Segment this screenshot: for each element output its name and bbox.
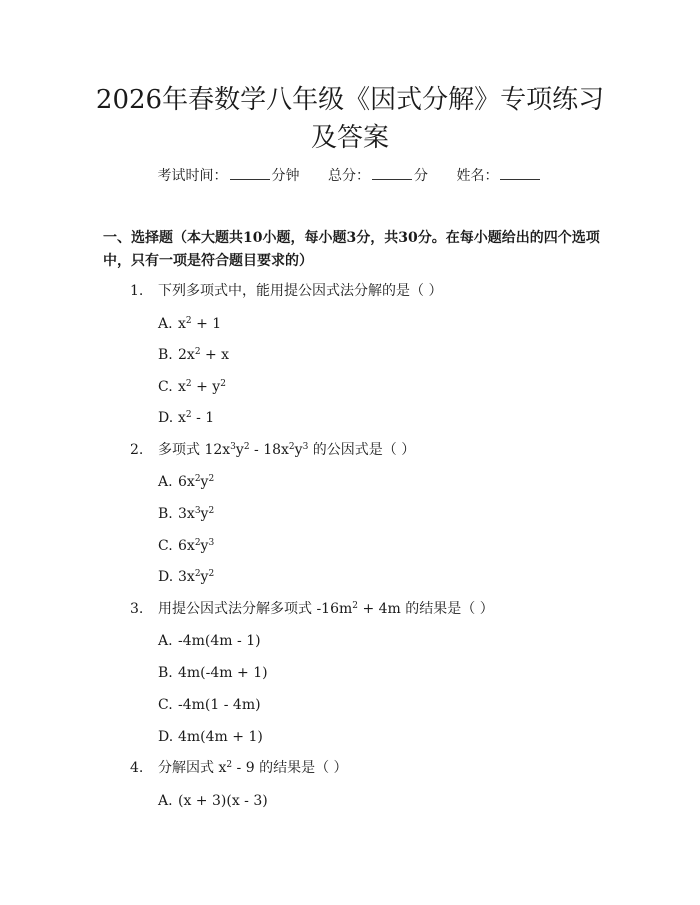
time-blank [230, 167, 270, 180]
score-unit: 分 [414, 168, 428, 184]
score-blank [372, 167, 412, 180]
option-1a: A. $x^2 + 1$ [158, 316, 222, 332]
exam-info-line [0, 166, 700, 186]
option-2d: D. $3x^2y^2$ [158, 569, 215, 585]
option-2b: B. $3x^3y^2$ [158, 506, 215, 522]
total-score-field [328, 168, 428, 184]
section-heading: 一、选择题（本大题共10小题，每小题3分，共30分。在每小题给出的四个选项中，只有一项是符合题目要求的） [103, 230, 600, 269]
time-label: 考试时间： [157, 168, 228, 184]
option-2a: A. $6x^2y^2$ [158, 474, 215, 490]
question-number: 2. [130, 442, 144, 458]
name-blank [500, 167, 540, 180]
option-4a: A. (x + 3)(x - 3) [158, 793, 268, 809]
question-stem: 多项式 $12x^3y^2 - 18x^2y^3$ 的公因式是（ ） [158, 442, 416, 458]
option-3c: C. -4m(1 - 4m) [158, 697, 261, 713]
option-3b: B. 4m(-4m + 1) [158, 665, 268, 681]
name-field [456, 168, 542, 184]
question-2 [130, 440, 415, 460]
option-3d: D. 4m(4m + 1) [158, 729, 263, 745]
page-title: 2026年春数学八年级《因式分解》专项练习 [95, 85, 605, 115]
option-1c: C. $x^2 + y^2$ [158, 379, 226, 395]
question-number: 1. [130, 283, 144, 299]
question-number: 3. [130, 601, 144, 617]
question-4 [130, 758, 348, 778]
question-stem: 下列多项式中，能用提公因式法分解的是（ ） [158, 283, 443, 299]
option-2c: C. $6x^2y^3$ [158, 538, 215, 554]
question-number: 4. [130, 760, 144, 776]
question-stem: 分解因式 $x^2 - 9$ 的结果是（ ） [158, 760, 348, 776]
time-unit: 分钟 [271, 168, 300, 184]
name-label: 姓名： [456, 168, 499, 184]
exam-time-field [158, 168, 300, 184]
question-3 [130, 599, 494, 619]
option-1b: B. $2x^2 + x$ [158, 347, 230, 363]
option-3a: A. -4m(4m - 1) [158, 633, 261, 649]
question-1 [130, 281, 442, 301]
option-1d: D. $x^2 - 1$ [158, 410, 215, 426]
score-label: 总分： [328, 168, 370, 184]
question-stem: 用提公因式法分解多项式 $-16m^2 + 4m$ 的结果是（ ） [158, 601, 494, 617]
page-title-continued: 及答案 [310, 123, 389, 153]
